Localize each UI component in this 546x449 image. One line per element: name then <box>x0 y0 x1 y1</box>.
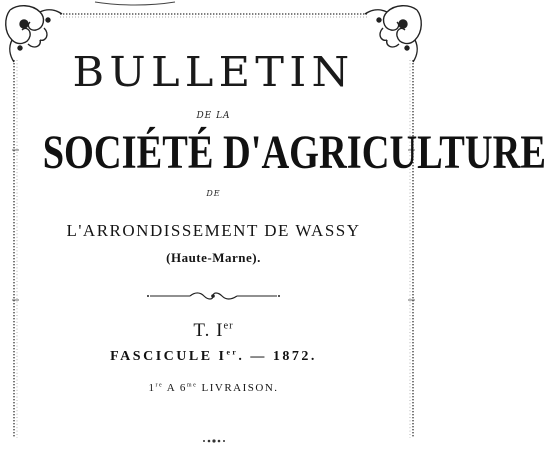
livraison-line <box>0 382 427 394</box>
fascicule-year: . — 1872. <box>238 349 317 364</box>
livraison-start: 1 <box>148 382 156 394</box>
livraison-end-ordinal: me <box>186 382 198 389</box>
livraison-mid: A 6 <box>163 382 187 394</box>
connector-text: DE LA <box>196 111 231 121</box>
bottom-ornament <box>0 430 427 438</box>
ornamental-divider-icon <box>0 437 427 445</box>
district-name: L'ARRONDISSEMENT DE WASSY <box>66 221 361 240</box>
region-name: (Haute-Marne). <box>166 250 261 265</box>
fascicule-ordinal: er <box>226 347 239 357</box>
fascicule-line <box>0 349 427 365</box>
tome-ordinal: er <box>223 320 234 332</box>
livraison-suffix: LIVRAISON. <box>197 382 279 394</box>
tome-number <box>0 320 427 342</box>
society-name: SOCIÉTÉ D'AGRICULTURE <box>42 126 546 179</box>
tome-prefix: T. I <box>193 320 224 341</box>
page-title: BULLETIN <box>72 48 355 96</box>
connector-text: DE <box>206 189 221 198</box>
ornamental-divider-icon <box>0 291 427 301</box>
ornamental-divider <box>0 286 427 296</box>
fascicule-prefix: FASCICULE I <box>110 349 227 364</box>
livraison-start-ordinal: re <box>155 382 164 389</box>
